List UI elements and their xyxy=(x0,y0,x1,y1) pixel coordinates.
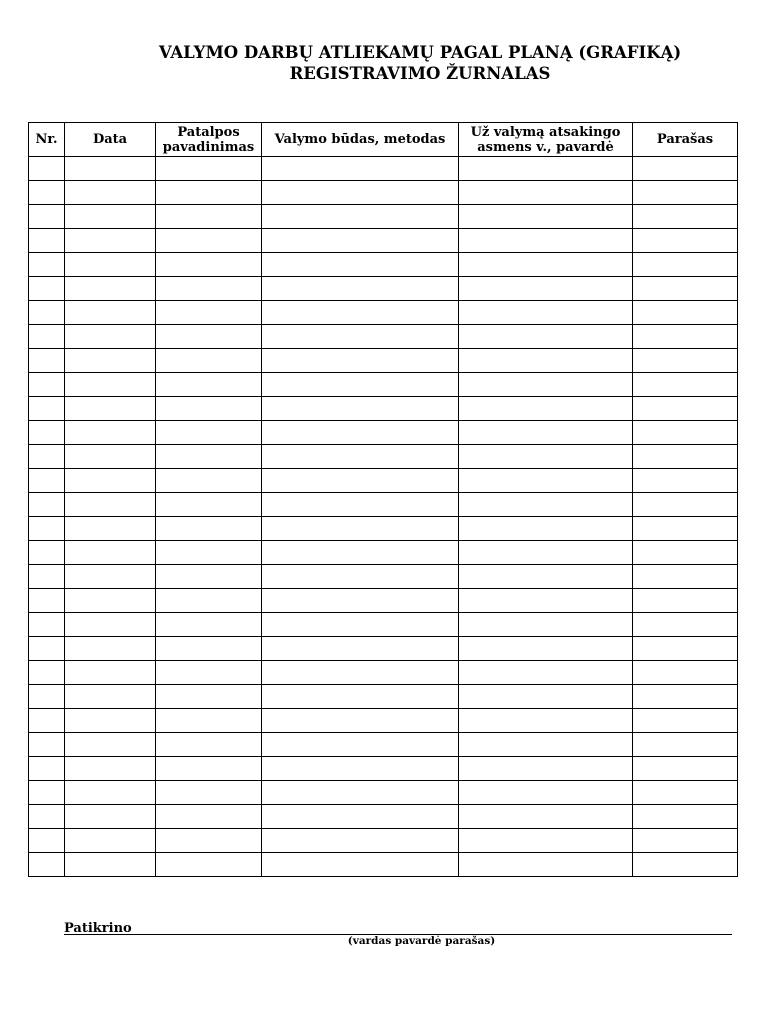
table-cell[interactable] xyxy=(262,493,459,517)
table-row xyxy=(29,805,738,829)
table-cell[interactable] xyxy=(29,517,65,541)
table-cell[interactable] xyxy=(65,229,156,253)
column-header-responsible-person: Už valymą atsakingo asmens v., pavardė xyxy=(459,123,633,157)
table-cell[interactable] xyxy=(156,517,262,541)
table-cell[interactable] xyxy=(156,469,262,493)
table-cell[interactable] xyxy=(65,565,156,589)
table-cell[interactable] xyxy=(459,229,633,253)
table-cell[interactable] xyxy=(65,373,156,397)
table-cell[interactable] xyxy=(459,829,633,853)
table-cell[interactable] xyxy=(65,349,156,373)
table-cell[interactable] xyxy=(459,301,633,325)
table-cell[interactable] xyxy=(156,637,262,661)
cleaning-log-table xyxy=(28,122,738,877)
table-cell[interactable] xyxy=(65,829,156,853)
table-row xyxy=(29,589,738,613)
table-cell[interactable] xyxy=(29,661,65,685)
table-cell[interactable] xyxy=(262,613,459,637)
table-cell[interactable] xyxy=(156,301,262,325)
table-cell[interactable] xyxy=(29,421,65,445)
table-cell[interactable] xyxy=(156,253,262,277)
table-cell[interactable] xyxy=(262,829,459,853)
table-cell[interactable] xyxy=(459,781,633,805)
column-header-nr: Nr. xyxy=(29,123,65,157)
table-cell[interactable] xyxy=(262,277,459,301)
table-row xyxy=(29,277,738,301)
table-cell[interactable] xyxy=(65,853,156,877)
table-row xyxy=(29,325,738,349)
table-cell[interactable] xyxy=(262,781,459,805)
table-row xyxy=(29,181,738,205)
table-cell[interactable] xyxy=(156,349,262,373)
table-cell[interactable] xyxy=(29,157,65,181)
table-cell[interactable] xyxy=(262,589,459,613)
table-cell[interactable] xyxy=(65,325,156,349)
table-cell[interactable] xyxy=(459,805,633,829)
table-body xyxy=(29,157,738,877)
table-cell[interactable] xyxy=(156,805,262,829)
table-cell[interactable] xyxy=(29,253,65,277)
table-row xyxy=(29,541,738,565)
table-cell[interactable] xyxy=(262,205,459,229)
table-cell[interactable] xyxy=(262,637,459,661)
signature-hint: (vardas pavardė parašas) xyxy=(347,935,496,947)
table-cell[interactable] xyxy=(459,709,633,733)
table-cell[interactable] xyxy=(156,685,262,709)
table-cell[interactable] xyxy=(29,829,65,853)
table-cell[interactable] xyxy=(633,637,738,661)
table-row xyxy=(29,373,738,397)
table-cell[interactable] xyxy=(459,373,633,397)
table-cell[interactable] xyxy=(459,661,633,685)
table-cell[interactable] xyxy=(459,349,633,373)
table-row xyxy=(29,661,738,685)
title-line-2: REGISTRAVIMO ŽURNALAS xyxy=(289,64,551,83)
table-cell[interactable] xyxy=(262,733,459,757)
table-cell[interactable] xyxy=(29,589,65,613)
table-cell[interactable] xyxy=(633,205,738,229)
table-cell[interactable] xyxy=(156,373,262,397)
table-cell[interactable] xyxy=(156,205,262,229)
table-cell[interactable] xyxy=(65,397,156,421)
table-cell[interactable] xyxy=(633,493,738,517)
table-cell[interactable] xyxy=(633,781,738,805)
table-cell[interactable] xyxy=(29,277,65,301)
table-cell[interactable] xyxy=(156,445,262,469)
table-cell[interactable] xyxy=(262,229,459,253)
table-cell[interactable] xyxy=(633,709,738,733)
table-cell[interactable] xyxy=(262,469,459,493)
table-cell[interactable] xyxy=(65,589,156,613)
table-cell[interactable] xyxy=(459,565,633,589)
table-cell[interactable] xyxy=(156,781,262,805)
table-cell[interactable] xyxy=(459,757,633,781)
table-cell[interactable] xyxy=(65,205,156,229)
table-row xyxy=(29,397,738,421)
table-cell[interactable] xyxy=(633,301,738,325)
table-cell[interactable] xyxy=(633,349,738,373)
table-cell[interactable] xyxy=(459,589,633,613)
table-cell[interactable] xyxy=(262,709,459,733)
table-cell[interactable] xyxy=(633,157,738,181)
table-cell[interactable] xyxy=(29,373,65,397)
table-cell[interactable] xyxy=(29,733,65,757)
table-cell[interactable] xyxy=(262,661,459,685)
table-cell[interactable] xyxy=(156,157,262,181)
table-cell[interactable] xyxy=(156,493,262,517)
table-cell[interactable] xyxy=(262,301,459,325)
column-header-room-name: Patalpos pavadinimas xyxy=(156,123,262,157)
table-cell[interactable] xyxy=(459,637,633,661)
table-cell[interactable] xyxy=(262,373,459,397)
table-cell[interactable] xyxy=(65,733,156,757)
table-cell[interactable] xyxy=(156,829,262,853)
table-cell[interactable] xyxy=(156,541,262,565)
table-cell[interactable] xyxy=(156,181,262,205)
table-row xyxy=(29,301,738,325)
table-cell[interactable] xyxy=(29,565,65,589)
table-cell[interactable] xyxy=(65,469,156,493)
table-cell[interactable] xyxy=(633,565,738,589)
table-row xyxy=(29,733,738,757)
table-cell[interactable] xyxy=(262,253,459,277)
table-cell[interactable] xyxy=(459,685,633,709)
table-cell[interactable] xyxy=(633,733,738,757)
table-cell[interactable] xyxy=(633,421,738,445)
table-row xyxy=(29,349,738,373)
table-cell[interactable] xyxy=(262,349,459,373)
table-cell[interactable] xyxy=(65,301,156,325)
table-cell[interactable] xyxy=(459,181,633,205)
table-cell[interactable] xyxy=(29,301,65,325)
table-cell[interactable] xyxy=(459,493,633,517)
table-cell[interactable] xyxy=(262,541,459,565)
table-cell[interactable] xyxy=(459,517,633,541)
table-cell[interactable] xyxy=(65,493,156,517)
table-header-row xyxy=(29,123,738,157)
table-cell[interactable] xyxy=(262,445,459,469)
table-row xyxy=(29,829,738,853)
table-cell[interactable] xyxy=(29,853,65,877)
table-cell[interactable] xyxy=(29,349,65,373)
table-cell[interactable] xyxy=(156,757,262,781)
table-row xyxy=(29,469,738,493)
table-cell[interactable] xyxy=(262,565,459,589)
table-cell[interactable] xyxy=(459,541,633,565)
table-cell[interactable] xyxy=(633,589,738,613)
table-row xyxy=(29,709,738,733)
table-cell[interactable] xyxy=(29,325,65,349)
table-cell[interactable] xyxy=(29,181,65,205)
table-cell[interactable] xyxy=(262,157,459,181)
table-cell[interactable] xyxy=(262,421,459,445)
table-cell[interactable] xyxy=(262,853,459,877)
table-cell[interactable] xyxy=(459,445,633,469)
table-cell[interactable] xyxy=(633,757,738,781)
table-row xyxy=(29,421,738,445)
table-cell[interactable] xyxy=(459,853,633,877)
table-cell[interactable] xyxy=(65,253,156,277)
table-cell[interactable] xyxy=(459,397,633,421)
table-cell[interactable] xyxy=(29,397,65,421)
table-cell[interactable] xyxy=(156,397,262,421)
table-cell[interactable] xyxy=(65,181,156,205)
table-cell[interactable] xyxy=(29,805,65,829)
table-cell[interactable] xyxy=(459,205,633,229)
table-cell[interactable] xyxy=(633,469,738,493)
table-cell[interactable] xyxy=(65,445,156,469)
table-cell[interactable] xyxy=(459,733,633,757)
table-cell[interactable] xyxy=(29,637,65,661)
table-cell[interactable] xyxy=(633,253,738,277)
table-cell[interactable] xyxy=(29,229,65,253)
table-cell[interactable] xyxy=(262,517,459,541)
table-row xyxy=(29,205,738,229)
table-cell[interactable] xyxy=(65,805,156,829)
table-cell[interactable] xyxy=(459,325,633,349)
table-cell[interactable] xyxy=(262,397,459,421)
table-cell[interactable] xyxy=(459,277,633,301)
table-cell[interactable] xyxy=(262,181,459,205)
table-cell[interactable] xyxy=(156,661,262,685)
table-row xyxy=(29,517,738,541)
table-cell[interactable] xyxy=(65,637,156,661)
table-cell[interactable] xyxy=(65,277,156,301)
table-cell[interactable] xyxy=(633,685,738,709)
table-cell[interactable] xyxy=(65,781,156,805)
table-cell[interactable] xyxy=(633,229,738,253)
table-cell[interactable] xyxy=(29,709,65,733)
table-cell[interactable] xyxy=(633,661,738,685)
table-cell[interactable] xyxy=(156,733,262,757)
table-cell[interactable] xyxy=(633,805,738,829)
table-cell[interactable] xyxy=(633,829,738,853)
column-header-signature: Parašas xyxy=(633,123,738,157)
table-cell[interactable] xyxy=(65,157,156,181)
table-row xyxy=(29,685,738,709)
table-cell[interactable] xyxy=(29,685,65,709)
table-cell[interactable] xyxy=(633,397,738,421)
table-row xyxy=(29,229,738,253)
table-cell[interactable] xyxy=(65,685,156,709)
table-cell[interactable] xyxy=(633,541,738,565)
table-cell[interactable] xyxy=(65,541,156,565)
table-cell[interactable] xyxy=(459,253,633,277)
document-title xyxy=(0,42,768,84)
table-cell[interactable] xyxy=(29,493,65,517)
table-cell[interactable] xyxy=(156,421,262,445)
table-cell[interactable] xyxy=(262,685,459,709)
table-cell[interactable] xyxy=(633,325,738,349)
table-cell[interactable] xyxy=(459,613,633,637)
table-cell[interactable] xyxy=(459,421,633,445)
table-cell[interactable] xyxy=(459,157,633,181)
column-header-date: Data xyxy=(65,123,156,157)
table-row xyxy=(29,613,738,637)
table-cell[interactable] xyxy=(65,661,156,685)
table-cell[interactable] xyxy=(156,229,262,253)
table-cell[interactable] xyxy=(633,181,738,205)
table-cell[interactable] xyxy=(262,325,459,349)
table-row xyxy=(29,565,738,589)
checked-by-line xyxy=(64,917,732,935)
table-cell[interactable] xyxy=(633,517,738,541)
table-cell[interactable] xyxy=(633,277,738,301)
title-line-1: VALYMO DARBŲ ATLIEKAMŲ PAGAL PLANĄ (GRAFIKĄ) xyxy=(158,43,682,62)
table-cell[interactable] xyxy=(633,373,738,397)
table-row xyxy=(29,757,738,781)
table-cell[interactable] xyxy=(65,613,156,637)
table-cell[interactable] xyxy=(29,757,65,781)
column-header-cleaning-method: Valymo būdas, metodas xyxy=(262,123,459,157)
table-cell[interactable] xyxy=(65,757,156,781)
table-row xyxy=(29,637,738,661)
table-cell[interactable] xyxy=(29,205,65,229)
table-cell[interactable] xyxy=(156,325,262,349)
table-cell[interactable] xyxy=(156,709,262,733)
checked-by-label: Patikrino xyxy=(64,921,132,936)
table-cell[interactable] xyxy=(29,541,65,565)
table-cell[interactable] xyxy=(262,805,459,829)
table-cell[interactable] xyxy=(633,853,738,877)
table-cell[interactable] xyxy=(156,565,262,589)
table-row xyxy=(29,445,738,469)
table-row xyxy=(29,157,738,181)
table-cell[interactable] xyxy=(29,613,65,637)
table-cell[interactable] xyxy=(29,781,65,805)
table-cell[interactable] xyxy=(29,445,65,469)
table-cell[interactable] xyxy=(65,709,156,733)
table-cell[interactable] xyxy=(633,445,738,469)
table-cell[interactable] xyxy=(65,421,156,445)
table-row xyxy=(29,781,738,805)
table-cell[interactable] xyxy=(156,277,262,301)
table-cell[interactable] xyxy=(156,853,262,877)
table-cell[interactable] xyxy=(156,613,262,637)
table-cell[interactable] xyxy=(65,517,156,541)
table-row xyxy=(29,493,738,517)
table-cell[interactable] xyxy=(262,757,459,781)
table-row xyxy=(29,253,738,277)
table-cell[interactable] xyxy=(459,469,633,493)
table-cell[interactable] xyxy=(29,469,65,493)
table-cell[interactable] xyxy=(633,613,738,637)
table-row xyxy=(29,853,738,877)
table-cell[interactable] xyxy=(156,589,262,613)
